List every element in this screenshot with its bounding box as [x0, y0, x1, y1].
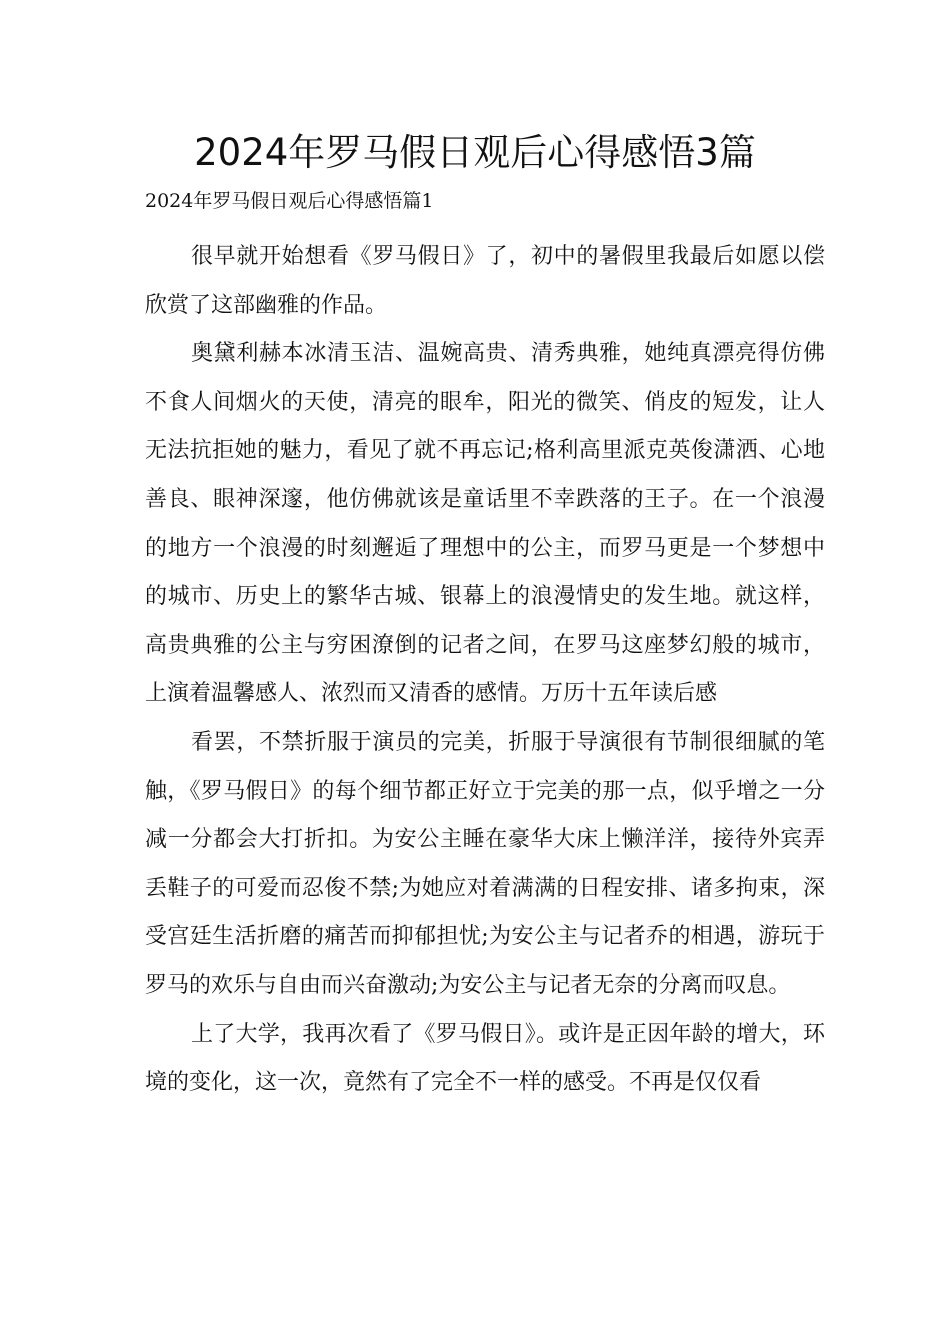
document-body: [145, 233, 825, 1108]
paragraph: 上了大学，我再次看了《罗马假日》。或许是正因年龄的增大，环境的变化，这一次，竟然有了完全不一样的感受。不再是仅仅看: [145, 1021, 825, 1096]
paragraph: 很早就开始想看《罗马假日》了，初中的暑假里我最后如愿以偿欣赏了这部幽雅的作品。: [145, 244, 825, 318]
section-heading: 2024年罗马假日观后心得感悟篇1: [145, 190, 434, 212]
document-title: 2024年罗马假日观后心得感悟3篇: [194, 131, 756, 174]
paragraph: 奥黛利赫本冰清玉洁、温婉高贵、清秀典雅，她纯真漂亮得仿佛不食人间烟火的天使，清亮的眼牟，阳光的微笑、俏皮的短发，让人无法抗拒她的魅力，看见了就不再忘记;格利高里派克英俊潇洒、心地善良、眼神深邃，他仿佛就该是童话里不幸跌落的王子。在一个浪漫的地方一个浪漫的时刻邂逅了理想中的公主，而罗马更是一个梦想中的城市、历史上的繁华古城、银幕上的浪漫情史的发生地。就这样，高贵典雅的公主与穷困潦倒的记者之间，在罗马这座梦幻般的城市，上演着温馨感人、浓烈而又清香的感情。万历十五年读后感: [145, 341, 825, 707]
paragraph: 看罢，不禁折服于演员的完美，折服于导演很有节制很细腻的笔触，《罗马假日》的每个细节都正好立于完美的那一点，似乎增之一分减一分都会大打折扣。为安公主睡在豪华大床上懒洋洋，接待外宾弄丢鞋子的可爱而忍俊不禁;为她应对着满满的日程安排、诸多拘束，深受宫廷生活折磨的痛苦而抑郁担忧;为安公主与记者乔的相遇，游玩于罗马的欢乐与自由而兴奋激动;为安公主与记者无奈的分离而叹息。: [145, 729, 825, 998]
